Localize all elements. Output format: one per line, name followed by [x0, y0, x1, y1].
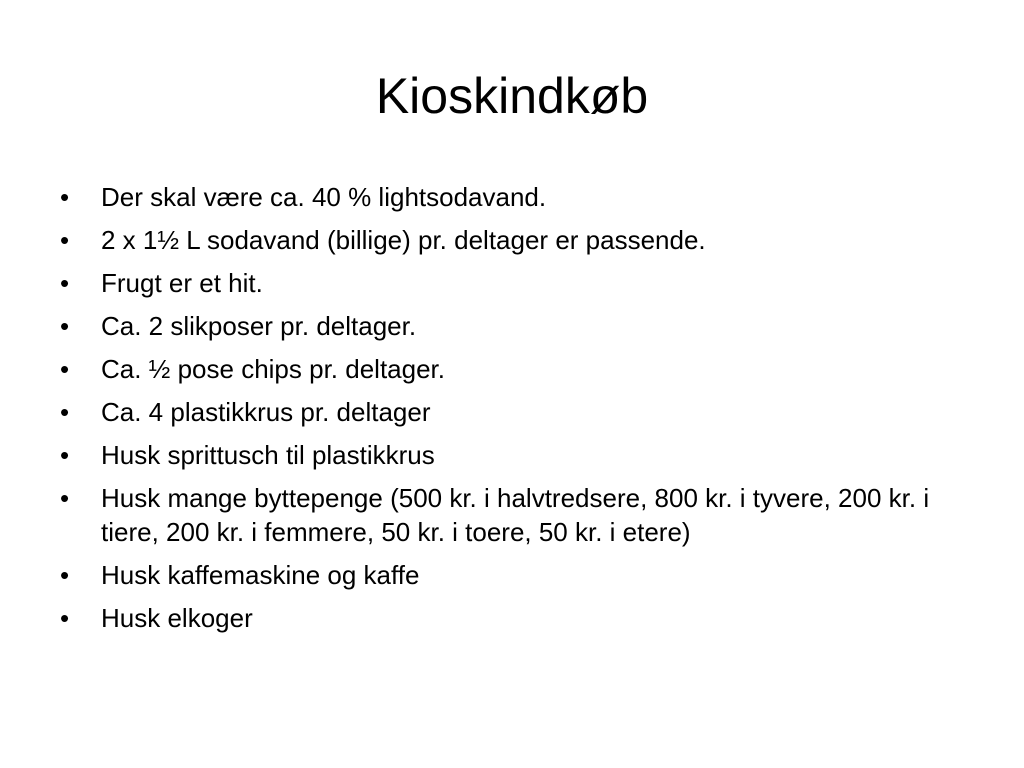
bullet-text: Der skal være ca. 40 % lightsodavand. — [101, 182, 547, 212]
bullet-icon: • — [60, 268, 70, 298]
bullet-text: Frugt er et hit. — [101, 268, 263, 298]
bullet-item — [60, 481, 970, 549]
bullet-icon: • — [60, 354, 70, 384]
bullet-icon: • — [60, 603, 70, 633]
bullet-icon: • — [60, 182, 70, 212]
bullet-item — [60, 601, 970, 635]
bullet-text: Husk mange byttepenge (500 kr. i halvtredsere, 800 kr. i tyvere, 200 kr. i tiere, 200 kr. i femmere, 50 kr. i toere, 50 kr. i etere) — [101, 483, 930, 547]
bullet-item — [60, 395, 970, 429]
bullet-text: Ca. 4 plastikkrus pr. deltager — [101, 397, 431, 427]
slide-title: Kioskindkøb — [375, 68, 649, 124]
bullet-text: Husk sprittusch til plastikkrus — [101, 440, 435, 470]
bullet-text: Husk elkoger — [101, 603, 253, 633]
bullet-icon: • — [60, 225, 70, 255]
bullet-item — [60, 180, 970, 214]
bullet-item — [60, 352, 970, 386]
bullet-item — [60, 266, 970, 300]
bullet-icon: • — [60, 560, 70, 590]
bullet-item — [60, 438, 970, 472]
bullet-text: Husk kaffemaskine og kaffe — [101, 560, 420, 590]
bullet-icon: • — [60, 311, 70, 341]
bullet-item — [60, 223, 970, 257]
bullet-icon: • — [60, 440, 70, 470]
bullet-item — [60, 309, 970, 343]
bullet-list — [60, 180, 970, 644]
bullet-text: Ca. ½ pose chips pr. deltager. — [101, 354, 445, 384]
bullet-item — [60, 558, 970, 592]
bullet-icon: • — [60, 483, 70, 513]
bullet-text: Ca. 2 slikposer pr. deltager. — [101, 311, 417, 341]
bullet-text: 2 x 1½ L sodavand (billige) pr. deltager er passende. — [101, 225, 706, 255]
bullet-icon: • — [60, 397, 70, 427]
